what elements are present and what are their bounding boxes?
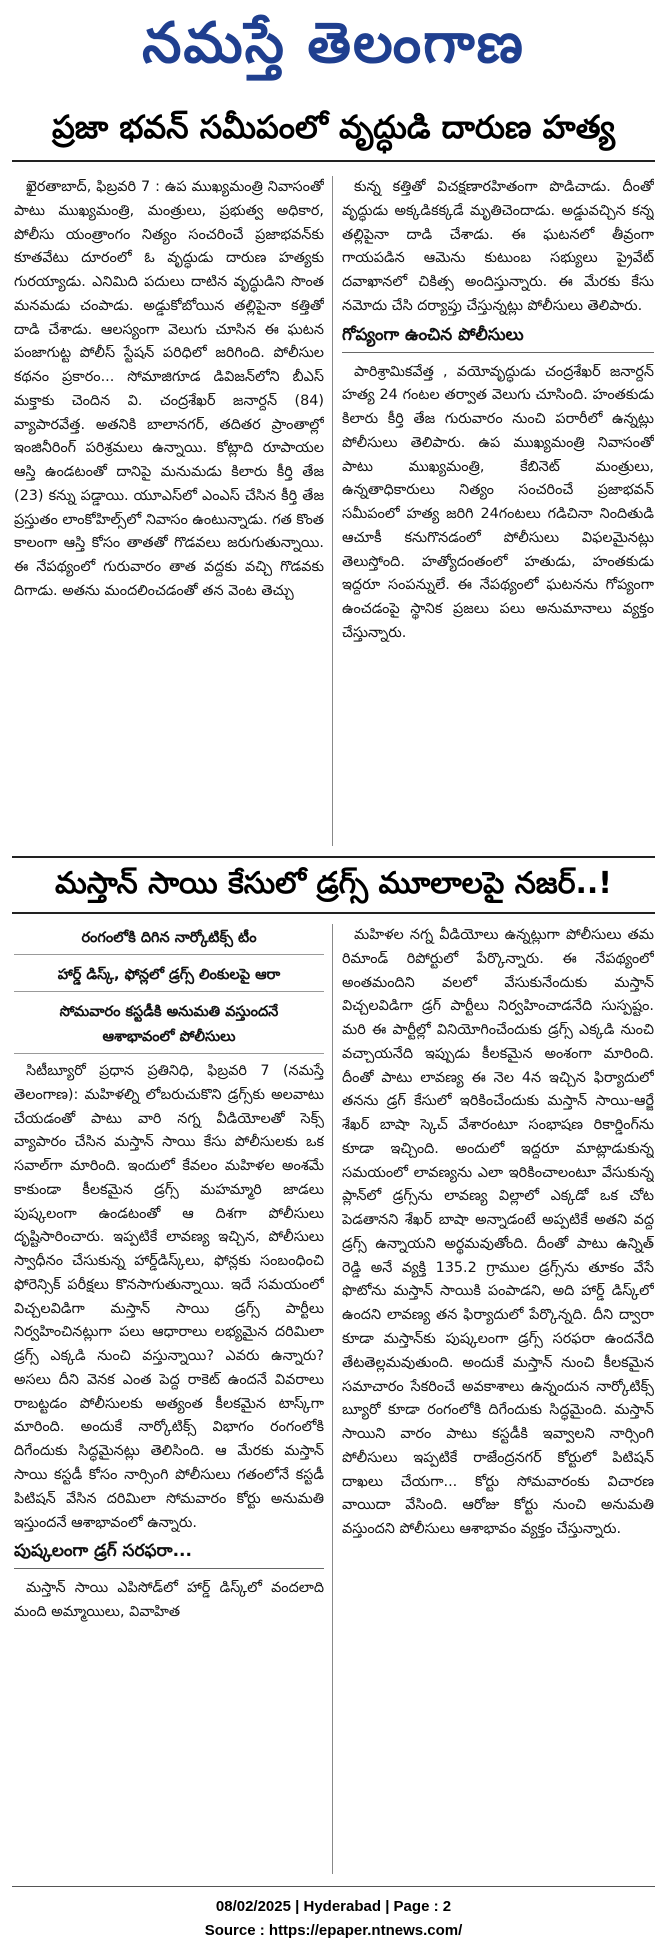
section-divider	[12, 856, 655, 858]
article1-paragraph: పారిశ్రామికవేత్త , వయోవృద్ధుడు చంద్రశేఖర్ జనార్దన్ హత్య 24 గంటల తర్వాత వెలుగు చూసింది. హంతకుడు కిలారు కీర్తి తేజ గురువారం నుంచి పరారీలో ఉన్నట్లు పోలీసులు తెలిపారు. ఉప ముఖ్యమంత్రి నివాసంతో పాటు ముఖ్యమంత్రి, కేబినెట్ మంత్రులు, ఉన్నతాధికారులు నిత్యం సంచరించే ప్రజాభవన్ సమీపంలో హత్య జరిగి 24గంటలు గడిచినా నిందితుడి ఆచూకీ కనుగొనడంలో పోలీసులు విఫలమైనట్లు తెలుస్తోంది. హత్యోదంతంలో హతుడు, హంతకుడు ఇద్దరూ సంపన్నులే. ఈ నేపథ్యంలో ఘటనను గోప్యంగా ఉంచడంపై స్థానిక ప్రజలు పలు అనుమానాలు వ్యక్తం చేస్తున్నారు.	[342, 363, 654, 642]
footer-source-line: Source : https://epaper.ntnews.com/	[204, 1922, 463, 1939]
article2-kicker: హార్డ్ డిస్క్, ఫోన్లలో డ్రగ్స్ లింకులపై ఆరా	[14, 961, 324, 992]
article2-top-rule	[12, 912, 655, 914]
column-divider	[332, 924, 333, 1874]
article2-subhead: పుష్కలంగా డ్రగ్ సరఫరా...	[14, 1541, 324, 1569]
article2-kicker: రంగంలోకి దిగిన నార్కోటిక్స్ టీం	[14, 924, 324, 955]
masthead-logo	[0, 0, 667, 100]
footer-date-line: 08/02/2025 | Hyderabad | Page : 2	[215, 1898, 452, 1915]
article1-top-rule	[12, 160, 655, 162]
article1-subhead: గోప్యంగా ఉంచిన పోలీసులు	[342, 325, 654, 353]
column-divider	[332, 176, 333, 846]
article1-column-1	[14, 176, 324, 846]
article2-paragraph: సిటీబ్యూరో ప్రధాన ప్రతినిధి, ఫిబ్రవరి 7 (నమస్తే తెలంగాణ): మహిళల్ని లోబరుచుకొని డ్రగ్స్‌కు అలవాటు చేయడంతో పాటు వారి నగ్న వీడియోలతో సెక్స్ వ్యాపారం చేసిన మస్తాన్ సాయి కేసు పోలీసులకు ఒక సవాల్‌గా మారింది. ఇందులో కేవలం మహిళల అంశమే కాకుండా కీలకమైన డ్రగ్స్ మహమ్మారి జాడలు పుష్కలంగా ఉండటంతో ఆ దిశగా పోలీసులు దృష్టిసారించారు. ఇప్పటికే లావణ్య ఇచ్చిన, పోలీసులు స్వాధీనం చేసుకున్న హార్డ్‌డిస్క్‌లు, ఫోన్లకు సంబంధించి ఫోరెన్సిక్ పరీక్షలు కొనసాగుతున్నాయి. ఇదే సమయంలో విచ్చలవిడిగా మస్తాన్ సాయి డ్రగ్స్ పార్టీలు నిర్వహించినట్లుగా పలు ఆధారాలు లభ్యమైన దరిమిలా డ్రగ్స్ ఎక్కడి నుంచి వస్తున్నాయి? ఎవరు ఉన్నారు? అసలు దీని వెనక ఎంత పెద్ద రాకెట్ ఉందనే వివరాలు రాబట్టడం పోలీసులకు అత్యంత కీలకమైన టాస్క్‌గా మారింది. అందుకే నార్కోటిక్స్ విభాగం రంగంలోకి దిగేందుకు సిద్ధమైనట్లు తెలిసింది. ఆ మేరకు మస్తాన్ సాయి కస్టడీ కోసం నార్సింగి పోలీసులు గతంలోనే కస్టడీ పిటిషన్ వేసిన దరిమిలా సోమవారం కోర్టు అనుమతి ఇస్తుందనే ఆశాభావంలో ఉన్నారు.	[14, 1063, 324, 1531]
article1-paragraph: ఖైరతాబాద్, ఫిబ్రవరి 7 : ఉప ముఖ్యమంత్రి నివాసంతో పాటు ముఖ్యమంత్రి, మంత్రులు, ప్రభుత్వ అధికార, పోలీసు యంత్రాంగం నిత్యం సంచరించే ప్రజాభవన్‌కు కూతవేటు దూరంలో ఓ వృద్ధుడు దారుణ హత్యకు గురయ్యాడు. ఎనిమిది పదులు దాటిన వృద్ధుడిని సొంత మనమడు చంపాడు. అడ్డుకోబోయిన తల్లిపైనా కత్తితో దాడి చేశాడు. ఆలస్యంగా వెలుగు చూసిన ఈ ఘటన పంజాగుట్ట పోలీస్ స్టేషన్ పరిధిలో జరిగింది. పోలీసుల కథనం ప్రకారం... సోమాజిగూడ డివిజన్‌లోని బీఎస్ మక్తాకు చెందిన వి. చంద్రశేఖర్ జనార్దన్ (84) వ్యాపారవేత్త. అతనికి బాలానగర్, తదితర ప్రాంతాల్లో ఇంజినీరింగ్ పరిశ్రమలు ఉన్నాయి. కోట్లాది రూపాయల ఆస్తి ఉండటంతో దానిపై మనుమడు కిలారు కీర్తి తేజ (23) కన్ను పడ్డాయి. యూఎస్‌లో ఎంఎస్ చేసిన కీర్తి తేజ ప్రస్తుతం లాంకోహిల్స్‌లో నివాసం ఉంటున్నాడు. గత కొంత కాలంగా ఆస్తి కోసం తాతతో గొడవలు జరుగుతున్నాయి. ఈ నేపథ్యంలో గురువారం తాత వద్దకు వచ్చి గొడవకు దిగాడు. అతను మందలించడంతో తన వెంట తెచ్చు	[14, 179, 324, 600]
article1-paragraph: కున్న కత్తితో విచక్షణారహితంగా పొడిచాడు. దీంతో వృద్ధుడు అక్కడికక్కడే మృతిచెందాడు. అడ్డువచ్చిన కన్న తల్లిపైనా దాడి చేశాడు. ఈ ఘటనలో తీవ్రంగా గాయపడిన ఆమెను కుటుంబ సభ్యులు ప్రైవేట్ దవాఖానలో చికిత్స అందిస్తున్నారు. ఈ మేరకు కేసు నమోదు చేసి దర్యాప్తు చేస్తున్నట్లు పోలీసులు తెలిపారు.	[342, 179, 654, 314]
article2-paragraph: మహిళల నగ్న వీడియోలు ఉన్నట్లుగా పోలీసులు తమ రిమాండ్ రిపోర్టులో పేర్కొన్నారు. ఈ నేపథ్యంలో అంతమందిని వలలో వేసుకునేందుకు మస్తాన్ విచ్చలవిడిగా డ్రగ్ పార్టీలు నిర్వహించాడనేది సుస్పష్టం. మరి ఈ పార్టీల్లో వినియోగించేందుకు డ్రగ్స్ ఎక్కడి నుంచి వచ్చాయనేది ఇప్పుడు కీలకమైన అంశంగా మారింది. దీంతో పాటు లావణ్య ఈ నెల 4న ఇచ్చిన ఫిర్యాదులో తనను డ్రగ్ కేసులో ఇరికించేందుకు మస్తాన్ సాయి-ఆర్జే శేఖర్ బాషా స్కెచ్ వేశారంటూ సంభాషణ రికార్డింగ్‌ను కూడా ఇచ్చింది. అందులో ఇద్దరూ మాట్లాడుకున్న సమయంలో లావణ్యను ఎలా ఇరికించాలంటూ వేసుకున్న ప్లాన్‌లో డ్రగ్స్‌ను లావణ్య విల్లాలో ఎక్కడో ఒక చోట పెడతానని శేఖర్ బాషా అన్నాడంటే అప్పటికే అతని వద్ద డ్రగ్స్ ఉన్నాయని అర్థమవుతోంది. దీంతో పాటు ఉన్నిత్ రెడ్డి అనే వ్యక్తి 135.2 గ్రాముల డ్రగ్స్‌ను తూకం వేసే ఫొటోను మస్తాన్ సాయికి పంపాడని, అది హార్డ్ డిస్క్‌లో ఉందని లావణ్య తన ఫిర్యాదులో పేర్కొన్నది. దీని ద్వారా కూడా మస్తాన్‌కు పుష్కలంగా డ్రగ్స్ సరఫరా ఉందనేది తేటతెల్లమవుతుంది. అందుకే మస్తాన్ నుంచి కీలకమైన సమాచారం సేకరించే అవకాశాలు ఉన్నందున నార్కోటిక్స్ బ్యూరో కూడా రంగంలోకి దిగేందుకు సిద్ధమైంది. మస్తాన్ సాయిని వారం పాటు కస్టడీకి ఇవ్వాలని నార్సింగి పోలీసులు ఇప్పటికే రాజేంద్రనగర్ కోర్టులో పిటిషన్ దాఖలు చేయగా... కోర్టు సోమవారంకు విచారణ వాయిదా వేసింది. ఆరోజు కోర్టు నుంచి అనుమతి వస్తుందని పోలీసులు ఆశాభావం వ్యక్తం చేస్తున్నారు.	[342, 927, 654, 1538]
article1-column-2	[342, 176, 654, 846]
article2-column-1	[14, 924, 324, 1874]
article1-headline: ప్రజా భవన్ సమీపంలో వృద్ధుడి దారుణ హత్య	[51, 108, 616, 146]
masthead-title: నమస్తే తెలంగాణ	[142, 10, 525, 76]
article2-paragraph: మస్తాన్ సాయి ఎపిసోడ్‌లో హార్డ్ డిస్క్‌లో వందలాది మంది అమ్మాయిలు, వివాహిత	[14, 1580, 324, 1621]
article2-column-2	[342, 924, 654, 1874]
article2-kicker: ఆశాభావంలో పోలీసులు	[14, 1023, 324, 1054]
article2-headline: మస్తాన్ సాయి కేసులో డ్రగ్స్ మూలాలపై నజర్..!	[55, 866, 612, 901]
footer-rule	[12, 1886, 655, 1887]
article2-kicker: సోమవారం కస్టడీకి అనుమతి వస్తుందనే	[59, 1003, 279, 1020]
